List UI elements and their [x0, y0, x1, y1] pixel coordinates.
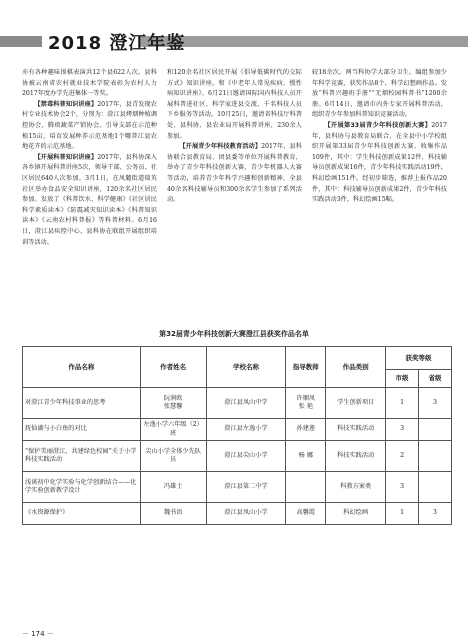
paragraph-text: 2017年，县青发现农村专业技术协会2个，分别为：澄江县烤烟种植调控协会、腾琅蔬菜产销协会。引导支部在示范种植15亩，培育发展种养示范基地1个哪普江县农地花卉的示范基地。: [22, 100, 157, 151]
category-cell: 科技实践活动: [326, 419, 386, 441]
city-award-cell: 2: [386, 441, 419, 472]
header-award: 获奖等级: [386, 347, 452, 370]
header-category: 作品类别: [326, 347, 386, 388]
work-cell: 抚仙湖与小白鱼的对比: [23, 419, 141, 441]
tutor-cell: 孙建莲: [286, 419, 326, 441]
tutor-cell: [286, 472, 326, 503]
text-column-1: [22, 68, 157, 300]
paragraph: [167, 142, 302, 206]
header-city: 市级: [386, 370, 419, 388]
tutor-cell: 高馨霞: [286, 503, 326, 525]
page-header: [0, 0, 468, 60]
header-province: 省级: [419, 370, 452, 388]
author-cell: 尖山小学全体少先队员: [140, 441, 206, 472]
school-cell: 澄江县第二中学: [206, 472, 286, 503]
work-cell: 对澄江青少年科技事业的思考: [23, 388, 141, 419]
category-cell: 科教方案类: [326, 472, 386, 503]
school-cell: 澄江县凤山小学: [206, 503, 286, 525]
work-cell: 浅谈初中化学实验与化学创新结合——化学实验创新教学设计: [23, 472, 141, 503]
header-work: 作品名称: [23, 347, 141, 388]
category-cell: 科幻绘画: [326, 503, 386, 525]
section-heading: 【开展科普知识讲座】: [34, 153, 98, 161]
work-cell: 《水资源保护》: [23, 503, 141, 525]
province-award-cell: [419, 472, 452, 503]
paragraph-text: 亦有各种趣味围棋表演共12个县622人次。县科协被云南省农村就业技术学院表彰为农村人力2017年度办学先进集体一等奖。: [22, 69, 157, 98]
text-column-2: [167, 68, 302, 300]
province-award-cell: 3: [419, 388, 452, 419]
city-award-cell: 3: [386, 419, 419, 441]
paragraph-text: 较18余次。两当科协学大部分卫生，编组参加少年科学竞赛，获奖作品8个，科学幻想画作品。发放“科普兴趣班手册”“无烟校园科普书”1200余册。6月14日，邀请市内外专家开展科普活动，组织青少年参加科普知识竞赛活动。: [312, 69, 447, 119]
awards-table: [22, 346, 452, 525]
table-row: [23, 503, 452, 525]
category-cell: 科技实践活动: [326, 441, 386, 472]
paragraph: [312, 68, 447, 121]
paragraph: [22, 100, 157, 153]
yearbook-title: 2018 澄江年鉴: [48, 33, 186, 54]
paragraph-text: 2017年，县科协深入各乡镇开展科普讲座5次，领导干部、公务员、社区居民640人次参加。3月1日，在凤麓街道瑞英社区举办食品安全知识讲座，120余名社区居民参加。发放了《科普饮水、科学健康》《社区居民科学素质读本》《防震减灾知识读本》《科普知识读本》《云南农村科普报》等科普材料。6月16日，澄江县疾控中心、县科协在联组开展组织培训等活动。: [22, 153, 157, 246]
city-award-cell: 1: [386, 503, 419, 525]
section-heading: 【开展青少年科技教育活动】: [179, 143, 262, 151]
city-award-cell: 1: [386, 388, 419, 419]
work-cell: “保护美丽澄江，共建绿色校园”关于小学科技实践活动: [23, 441, 141, 472]
province-award-cell: [419, 441, 452, 472]
province-award-cell: [419, 419, 452, 441]
paragraph: [22, 153, 157, 248]
table-row: [23, 441, 452, 472]
table-title: 第32届青少年科技创新大赛澄江县获奖作品名单: [159, 330, 309, 338]
body-columns: [22, 68, 448, 300]
city-award-cell: 3: [386, 472, 419, 503]
author-cell: 阮润欧 张慧馨: [140, 388, 206, 419]
tutor-cell: 许顺凤 张 艳: [286, 388, 326, 419]
author-cell: 冯雄士: [140, 472, 206, 503]
paragraph-text: 2017年，县科协联合县教育局、团县委等单位开展科普教育，举办了青少年科技创新大赛、青少年机器人大赛等活动，培养青少年科学兴趣和创新精神，全县40余名科技辅导员和300余名学生参加了系列活动。: [167, 143, 302, 204]
author-cell: 左逸小学六年级（2）班: [140, 419, 206, 441]
table-header-row: [23, 347, 452, 370]
header-school: 学校名称: [206, 347, 286, 388]
text-column-3: [312, 68, 447, 300]
header-tutor: 指导教师: [286, 347, 326, 388]
category-cell: 学生创新项目: [326, 388, 386, 419]
paragraph: [22, 68, 157, 100]
paragraph: [312, 121, 447, 206]
tutor-cell: 杨 娜: [286, 441, 326, 472]
author-cell: 魏书语: [140, 503, 206, 525]
section-heading: 【开展第33届青少年科技创新大赛】: [324, 121, 432, 129]
page-number: － 174 －: [22, 630, 54, 638]
table-row: [23, 472, 452, 503]
section-heading: 【禁毒科普知识讲座】: [34, 100, 98, 108]
school-cell: 澄江县左逸小学: [206, 419, 286, 441]
school-cell: 澄江县凤山中学: [206, 388, 286, 419]
paragraph-text: 2017年，县科协与县教育局联合，在全县中小学校组织开展第33届青少年科技创新大赛，收集作品109件，其中：学生科技创新成果12件，科技辅导员创新成果16件，青少年科技实践活动19件，科幻绘画151件。经初步筛选，推荐上报作品20件，其中：科技辅导员创新成果2件，青少年科技实践活动3件，科幻绘画15幅。: [312, 121, 447, 204]
school-cell: 澄江县尖山小学: [206, 441, 286, 472]
province-award-cell: 3: [419, 503, 452, 525]
header-author: 作者姓名: [140, 347, 206, 388]
table-row: [23, 419, 452, 441]
paragraph: [167, 68, 302, 142]
paragraph-text: 和120余名社区居民开展《倡导低碳时代的交际方式》知识讲座。和《中老年人常见疾病、慢性病知识讲座》。6月21日邀请国际国内科技人员开展科普进社区、科学家进县交流、千名科技人员下乡服务等活动。10月25日，邀请省科技厅科普处、县科协、县农业局开展科普讲座，230余人参加。: [167, 69, 302, 140]
header-bar-left: [0, 36, 42, 47]
table-row: [23, 388, 452, 419]
header-bar-right: [138, 36, 468, 47]
